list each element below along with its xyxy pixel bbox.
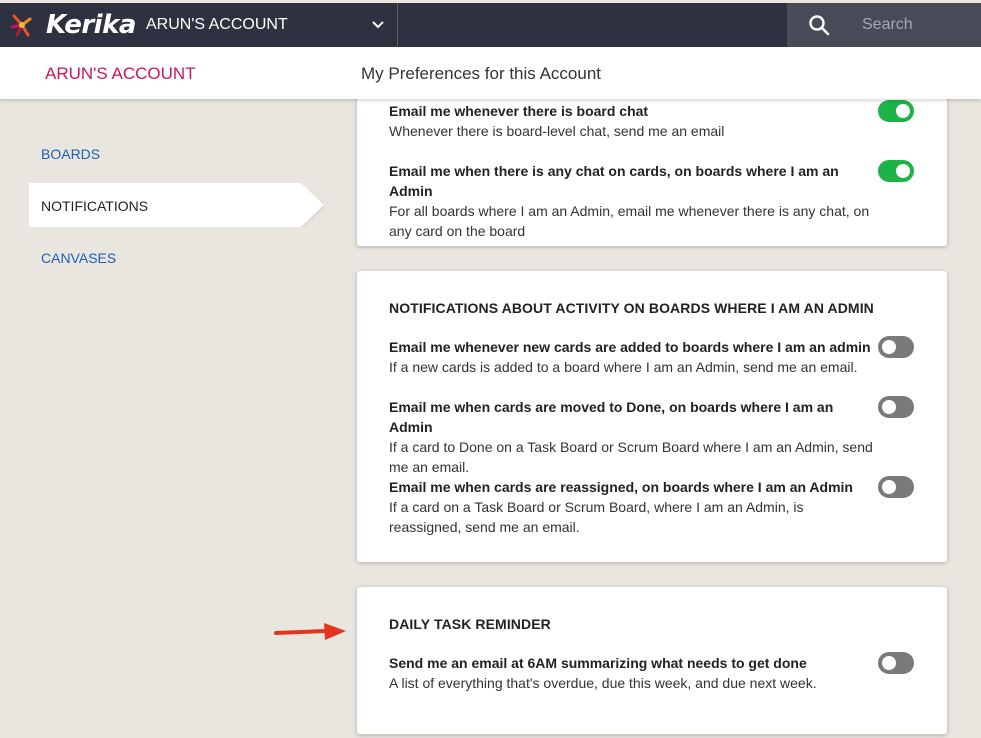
pref-title: Email me whenever new cards are added to boards where I am an admin (389, 339, 871, 355)
daily-reminder-card (357, 587, 947, 734)
pref-description: If a card on a Task Board or Scrum Board, where I am an Admin, is reassigned, send me an email. (389, 499, 804, 535)
section-title: NOTIFICATIONS ABOUT ACTIVITY ON BOARDS WHERE I AM AN ADMIN (389, 300, 874, 316)
red-arrow-icon (272, 621, 348, 643)
pref-cards-done (389, 397, 879, 477)
sidebar-item-label: NOTIFICATIONS (41, 198, 149, 214)
admin-activity-card (357, 271, 947, 562)
pref-title: Email me when cards are moved to Done, on boards where I am an Admin (389, 399, 834, 435)
logo-text: Kerika (46, 10, 136, 40)
pref-description: If a card to Done on a Task Board or Scrum Board where I am an Admin, send me an email. (389, 439, 873, 475)
toggle-card-chat-admin[interactable] (878, 160, 914, 182)
pref-description: For all boards where I am an Admin, email me whenever there is any chat, on any card on the board (389, 203, 870, 239)
toggle-knob (896, 104, 910, 118)
board-chat-card (357, 80, 947, 246)
toggle-knob (882, 400, 896, 414)
toggle-cards-done[interactable] (878, 396, 914, 418)
account-selector[interactable] (146, 3, 398, 47)
toggle-new-cards[interactable] (878, 336, 914, 358)
toggle-knob (882, 480, 896, 494)
pref-cards-reassigned (389, 477, 879, 537)
account-title: ARUN'S ACCOUNT (45, 64, 196, 83)
toggle-cards-reassigned[interactable] (878, 476, 914, 498)
toggle-knob (882, 656, 896, 670)
toggle-knob (882, 340, 896, 354)
toggle-board-chat[interactable] (878, 100, 914, 122)
pref-card-chat-admin (389, 161, 879, 241)
account-selector-label: ARUN'S ACCOUNT (146, 16, 288, 33)
pref-description: A list of everything that's overdue, due this week, and due next week. (389, 675, 817, 691)
toggle-knob (896, 164, 910, 178)
section-title: DAILY TASK REMINDER (389, 616, 551, 632)
pref-title: Send me an email at 6AM summarizing what needs to get done (389, 655, 807, 671)
kerika-logo[interactable] (0, 3, 136, 47)
page-title: My Preferences for this Account (361, 64, 601, 83)
chevron-down-icon (371, 18, 385, 32)
pref-title: Email me when cards are reassigned, on boards where I am an Admin (389, 479, 853, 495)
pref-title: Email me whenever there is board chat (389, 103, 649, 119)
pref-description: If a new cards is added to a board where I am an Admin, send me an email. (389, 359, 858, 375)
sidebar-item-notifications[interactable] (29, 183, 325, 227)
top-bar (0, 3, 981, 47)
pref-daily-summary (389, 653, 879, 693)
pref-board-chat (389, 101, 879, 141)
pref-new-cards (389, 337, 879, 377)
sidebar-item-boards[interactable]: BOARDS (41, 146, 101, 162)
pref-description: Whenever there is board-level chat, send me an email (389, 123, 725, 139)
search-icon[interactable] (808, 14, 830, 36)
search-box (787, 3, 981, 47)
pref-title: Email me when there is any chat on cards, on boards where I am an Admin (389, 163, 839, 199)
kerika-logo-icon (8, 11, 36, 39)
search-input[interactable] (862, 16, 972, 34)
sidebar-item-canvases[interactable]: CANVASES (41, 250, 117, 266)
sub-header (0, 47, 981, 99)
toggle-daily-summary[interactable] (878, 652, 914, 674)
